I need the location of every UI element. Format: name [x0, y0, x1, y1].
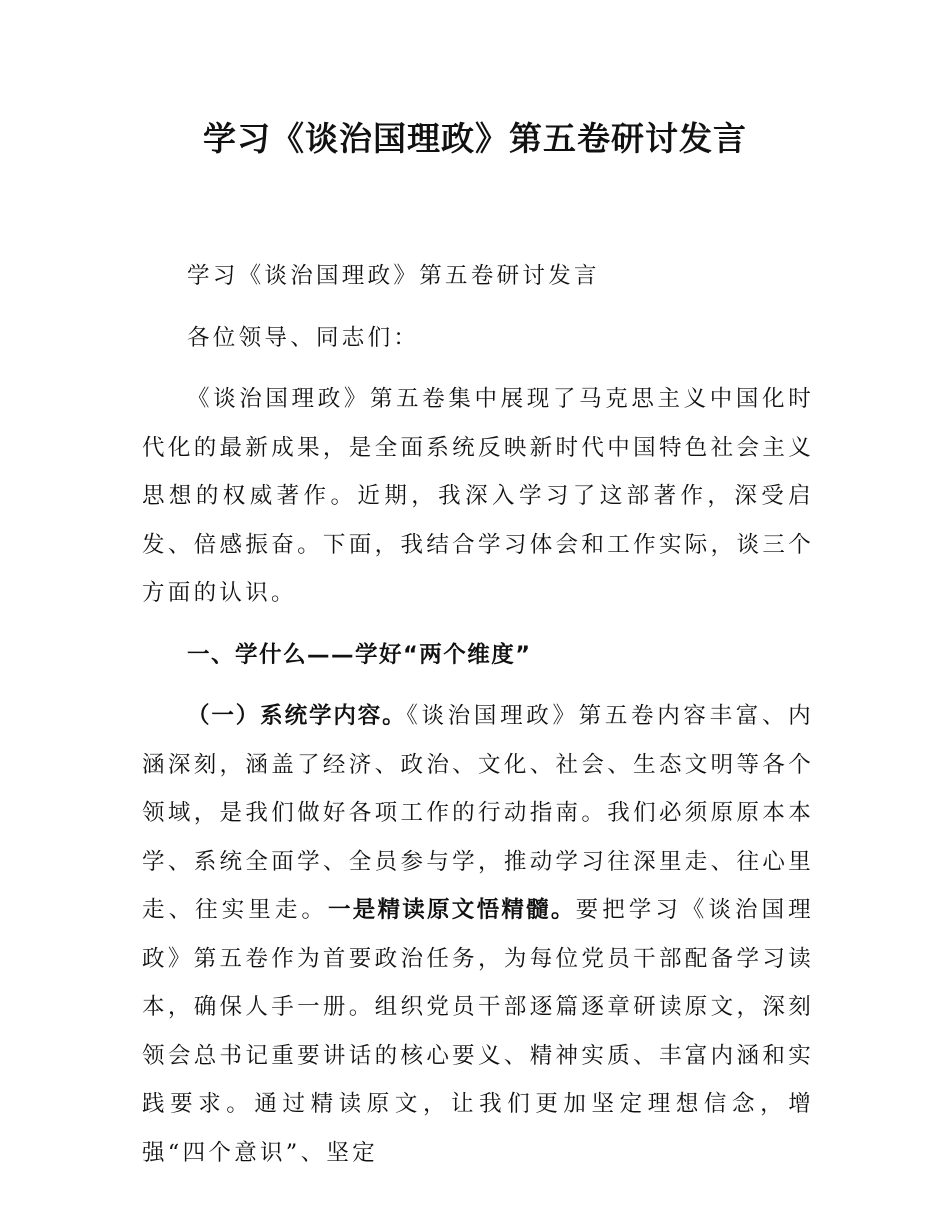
section-heading-1: 一、学什么——学好“两个维度” — [187, 641, 532, 668]
intro-paragraph: 《谈治国理政》第五卷集中展现了马克思主义中国化时代化的最新成果，是全面系统反映新时代中国特色社会主义思想的权威著作。近期，我深入学习了这部著作，深受启发、倍感振奋。下面，我结合学习体会和工作实际，谈三个方面的认识。 — [142, 386, 814, 606]
point-heading-1: 一是精读原文悟精髓。 — [327, 897, 576, 923]
point-text-1: 要把学习《谈治国理政》第五卷作为首要政治任务，为每位党员干部配备学习读本，确保人手一册。组织党员干部逐篇逐章研读原文，深刻领会总书记重要讲话的核心要义、精神实质、丰富内涵和实践要求。通过精读原文，让我们更加坚定理想信念，增强“四个意识”、坚定 — [142, 897, 814, 1166]
subsection-paragraph-1 — [142, 692, 814, 1177]
document-body — [142, 252, 814, 1190]
subsection-text-1a: 《谈治国理政》第五卷内容丰富、内涵深刻，涵盖了经济、政治、文化、社会、生态文明等各个领域，是我们做好各项工作的行动指南。我们必须原原本本学、系统全面学、全员参与学，推动学习往深里走、往心里走、往实里走。 — [142, 703, 814, 923]
subtitle-paragraph: 学习《谈治国理政》第五卷研讨发言 — [187, 263, 600, 289]
salutation-paragraph: 各位领导、同志们： — [187, 324, 420, 351]
document-title: 学习《谈治国理政》第五卷研讨发言 — [203, 119, 747, 158]
subsection-heading-1: （一）系统学内容。 — [187, 703, 407, 729]
